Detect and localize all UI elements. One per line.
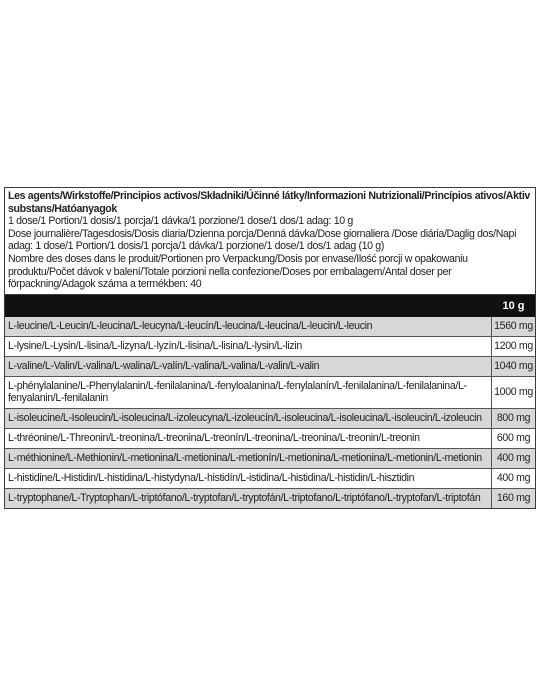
ingredient-name: L-valine/L-Valin/L-valina/L-walina/L-valín/L-valina/L-valina/L-valin/L-valin [5, 357, 492, 376]
ingredient-table [5, 317, 535, 508]
ingredient-amount: 1000 mg [494, 385, 533, 398]
ingredient-name: L-méthionine/L-Methionin/L-metionina/L-metionina/L-metionín/L-metionina/L-metionina/L-metionin/L-metionin [5, 449, 492, 468]
ingredient-name: L-tryptophane/L-Tryptophan/L-triptófano/L-tryptofan/L-tryptofán/L-triptofano/L-triptófano/L-tryptofan/L-triptofán [5, 489, 492, 508]
ingredient-amount: 400 mg [496, 471, 531, 484]
ingredient-row [5, 376, 535, 408]
ingredient-amount: 160 mg [496, 491, 531, 504]
ingredient-name: L-phénylalanine/L-Phenylalanin/L-fenilalanina/L-fenyloalanina/L-fenylalanín/L-fenilalanina/L-fenilalanina/L-fenyalanin/L-fenilalanin [5, 377, 492, 408]
column-header-row [5, 295, 535, 317]
daily-dose-line: Dose journalière/Tagesdosis/Dosis diaria/Dzienna porcja/Denná dávka/Dose giornaliera /Dose diária/Daglig dos/Napi adag: 1 dose/1 Portion/1 dosis/1 porcja/1 dávka/1 porzione/1 dose/1 dos/1 adag (10 g) [8, 227, 517, 253]
servings-per-container-line: Nombre des doses dans le produit/Portionen pro Verpackung/Dosis por envase/Ilość porcji w opakowaniu produktu/Počet dávok v balení/Totale porzioni nella confezione/Doses por embalagem/Antal doser per förpackning/Adagok száma a termékben: 40 [8, 252, 468, 291]
ingredient-amount: 1560 mg [494, 320, 533, 333]
ingredient-row [5, 336, 535, 356]
ingredient-name: L-leucine/L-Leucin/L-leucina/L-leucyna/L-leucín/L-leucina/L-leucina/L-leucin/L-leucin [5, 317, 492, 336]
ingredient-name: L-thréonine/L-Threonin/L-treonina/L-treonina/L-treonín/L-treonina/L-treonina/L-treonin/L-treonin [5, 429, 492, 448]
serving-size-line: 1 dose/1 Portion/1 dosis/1 porcja/1 dávka/1 porzione/1 dose/1 dos/1 adag: 10 g [8, 215, 353, 228]
ingredient-row [5, 428, 535, 448]
ingredient-amount: 600 mg [496, 431, 531, 444]
ingredient-row [5, 356, 535, 376]
ingredient-amount: 1040 mg [494, 360, 533, 373]
label-header [5, 188, 535, 295]
ingredient-name: L-isoleucine/L-Isoleucin/L-isoleucina/L-izoleucyna/L-izoleucín/L-isoleucina/L-isoleucina/L-isoleucin/L-izoleucin [5, 409, 492, 428]
ingredient-amount: 400 mg [496, 451, 531, 464]
ingredient-row [5, 408, 535, 428]
ingredient-row [5, 468, 535, 488]
ingredient-row [5, 317, 535, 336]
ingredient-name: L-histidine/L-Histidin/L-histidina/L-histydyna/L-histidín/L-istidina/L-histidina/L-histidin/L-hisztidin [5, 469, 492, 488]
nutrition-label [4, 187, 536, 509]
ingredient-row [5, 448, 535, 468]
active-ingredients-title: Les agents/Wirkstoffe/Principios activos/Składniki/Účinné látky/Informazioni Nutrizionali/Princípios ativos/Aktiv substans/Hatóanyagok [8, 190, 530, 215]
ingredient-amount: 1200 mg [494, 340, 533, 353]
ingredient-amount: 800 mg [496, 411, 531, 424]
ingredient-name: L-lysine/L-Lysin/L-lisina/L-lizyna/L-lyzín/L-lisina/L-lisina/L-lysin/L-lizin [5, 337, 492, 356]
amount-column-header: 10 g [502, 299, 525, 312]
ingredient-row [5, 488, 535, 508]
